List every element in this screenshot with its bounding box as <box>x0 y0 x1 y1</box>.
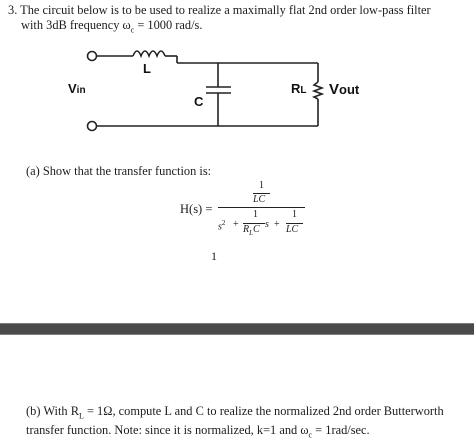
part-b-line-1: (b) With $R_L = 1\Omega$, compute L and C to realize the normalized 2nd order Butterworth <box>26 404 444 421</box>
problem-line-2-rest: = 1000 rad/s. <box>134 18 203 32</box>
main-fraction-bar <box>218 207 305 208</box>
problem-number: 3. <box>8 3 18 17</box>
part-a-text: (a) Show that the transfer function is: <box>26 164 212 178</box>
input-terminal-bottom <box>88 122 97 131</box>
denominator-s: s <box>265 219 269 230</box>
omega-subscript: c <box>130 25 135 35</box>
part-b-line-2: transfer function. Note: since it is normalized, k=1 and $\omega_c = 1rad/\sec$. <box>26 423 370 440</box>
numerator-lc: LC <box>253 194 266 205</box>
output-voltage-label: Vout <box>329 81 360 98</box>
denominator-rlc: $R_LC$ <box>243 224 260 237</box>
denominator-one-b: 1 <box>292 209 297 220</box>
denominator-plus-1: + <box>233 219 239 230</box>
part-b-text <box>26 404 470 443</box>
circuit-diagram <box>0 0 474 160</box>
capacitor-label: C <box>194 94 204 109</box>
inductor-label: L <box>143 61 151 76</box>
load-resistor-label: RL <box>291 81 307 96</box>
page-separator <box>0 323 474 335</box>
input-terminal-top <box>88 52 97 61</box>
denominator-s-squared: $s^2$ <box>218 219 226 233</box>
equation-lhs: H(s) = <box>180 202 213 216</box>
problem-line-1-text: The circuit below is to be used to realize a maximally flat 2nd order low-pass filter <box>20 3 431 17</box>
resistor-symbol <box>314 82 322 99</box>
denominator-lc: LC <box>286 224 299 235</box>
page-number: 1 <box>211 249 217 263</box>
denominator-plus-2: + <box>274 219 280 230</box>
numerator-one: 1 <box>259 180 264 191</box>
problem-line-2-text: with 3dB frequency ω <box>21 18 131 32</box>
inductor-symbol <box>133 51 165 56</box>
denominator-one-a: 1 <box>253 209 258 220</box>
input-voltage-label: Vin <box>68 81 86 96</box>
